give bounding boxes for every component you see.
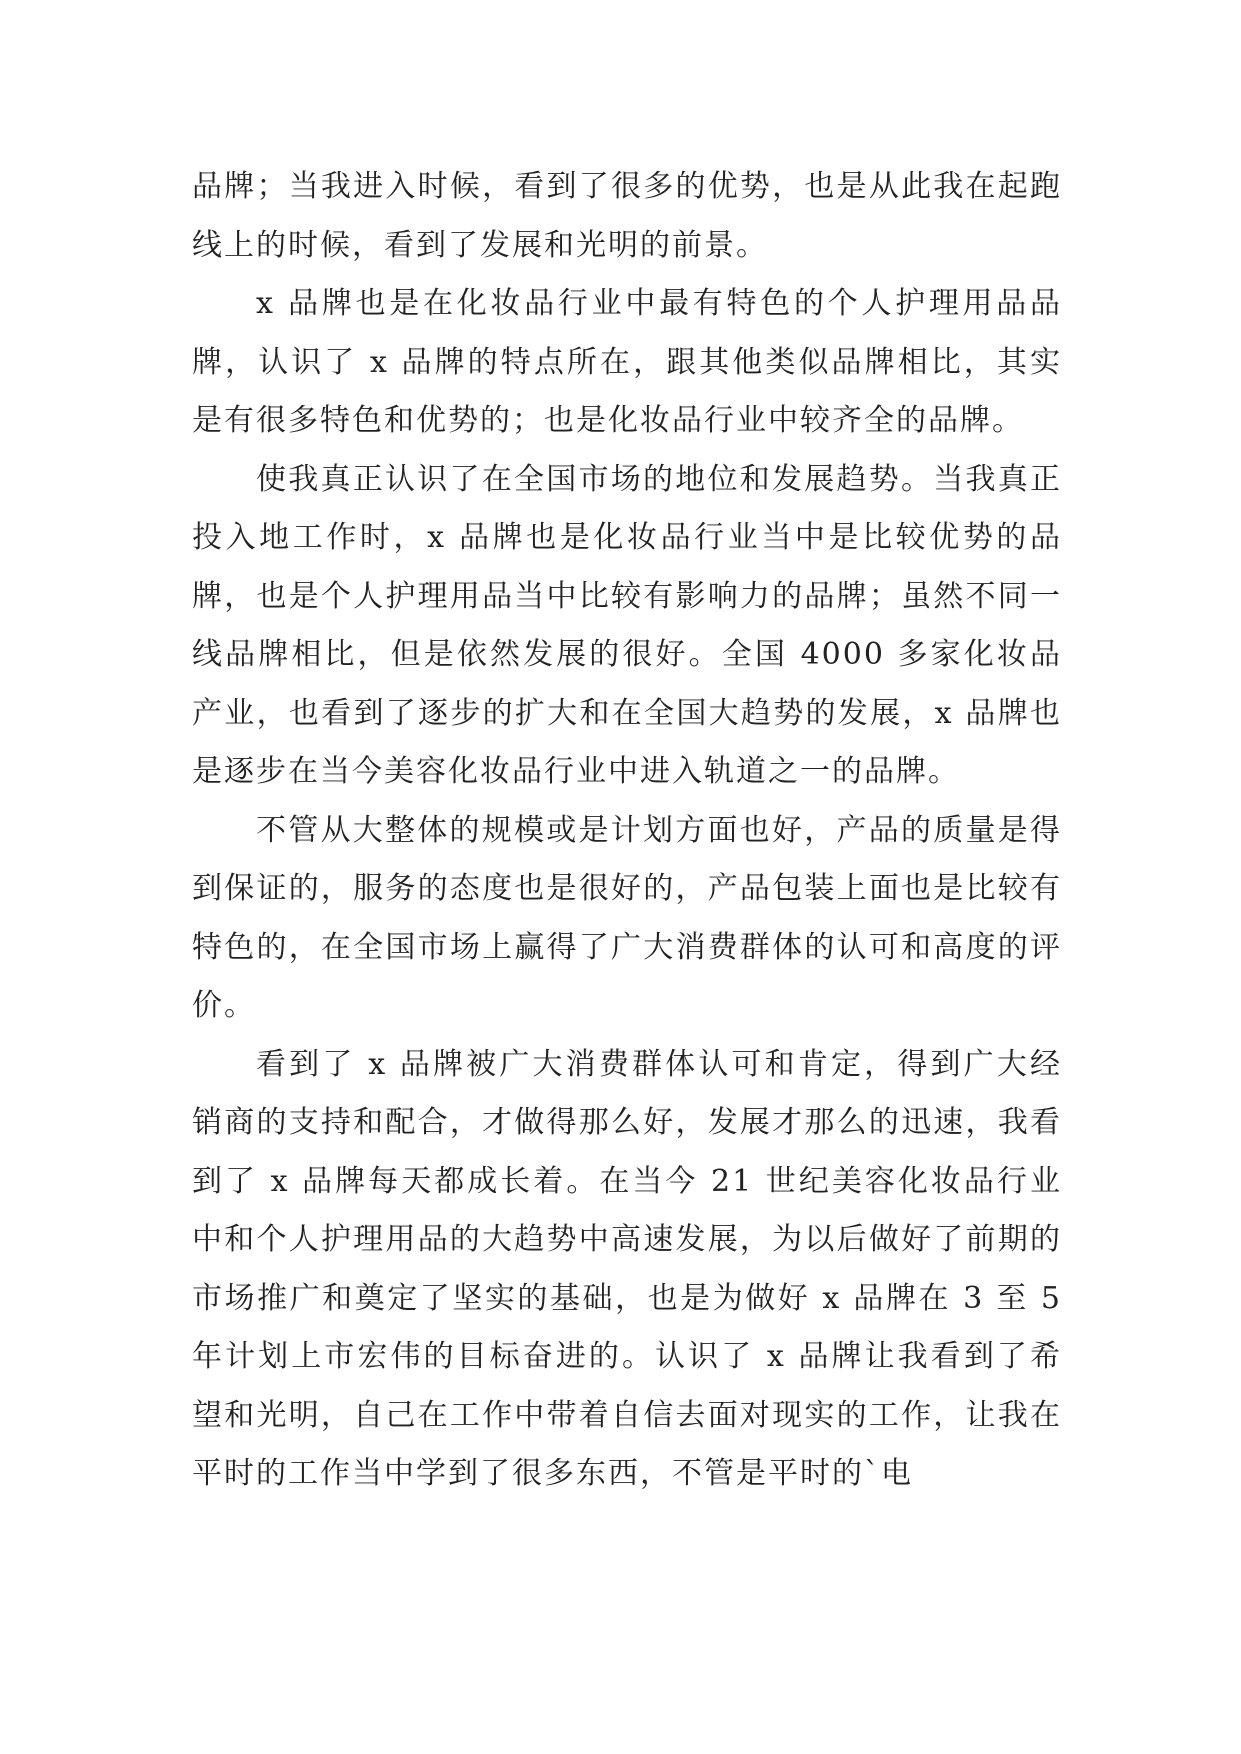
paragraph-continuation: 品牌；当我进入时候，看到了很多的优势，也是从此我在起跑线上的时候，看到了发展和光明的前景。 — [192, 169, 1062, 263]
paragraph: 使我真正认识了在全国市场的地位和发展趋势。当我真正投入地工作时，x 品牌也是化妆品行业当中是比较优势的品牌，也是个人护理用品当中比较有影响力的品牌；虽然不同一线品牌相比，但是依然发展的很好。全国 4000 多家化妆品产业，也看到了逐步的扩大和在全国大趋势的发展，x 品牌也是逐步在当今美容化妆品行业中进入轨道之一的品牌。 — [192, 461, 1062, 789]
paragraph: 看到了 x 品牌被广大消费群体认可和肯定，得到广大经销商的支持和配合，才做得那么好，发展才那么的迅速，我看到了 x 品牌每天都成长着。在当今 21 世纪美容化妆品行业中和个人护理用品的大趋势中高速发展，为以后做好了前期的市场推广和奠定了坚实的基础，也是为做好 x 品牌在 3 至 5 年计划上市宏伟的目标奋进的。认识了 x 品牌让我看到了希望和光明，自己在工作中带着自信去面对现实的工作，让我在平时的工作当中学到了很多东西，不管是平时的`电 — [192, 1046, 1062, 1491]
paragraph: 不管从大整体的规模或是计划方面也好，产品的质量是得到保证的，服务的态度也是很好的，产品包装上面也是比较有特色的，在全国市场上赢得了广大消费群体的认可和高度的评价。 — [192, 812, 1062, 1023]
document-body — [192, 158, 1062, 1504]
paragraph: x 品牌也是在化妆品行业中最有特色的个人护理用品品牌，认识了 x 品牌的特点所在，跟其他类似品牌相比，其实是有很多特色和优势的；也是化妆品行业中较齐全的品牌。 — [192, 286, 1062, 438]
